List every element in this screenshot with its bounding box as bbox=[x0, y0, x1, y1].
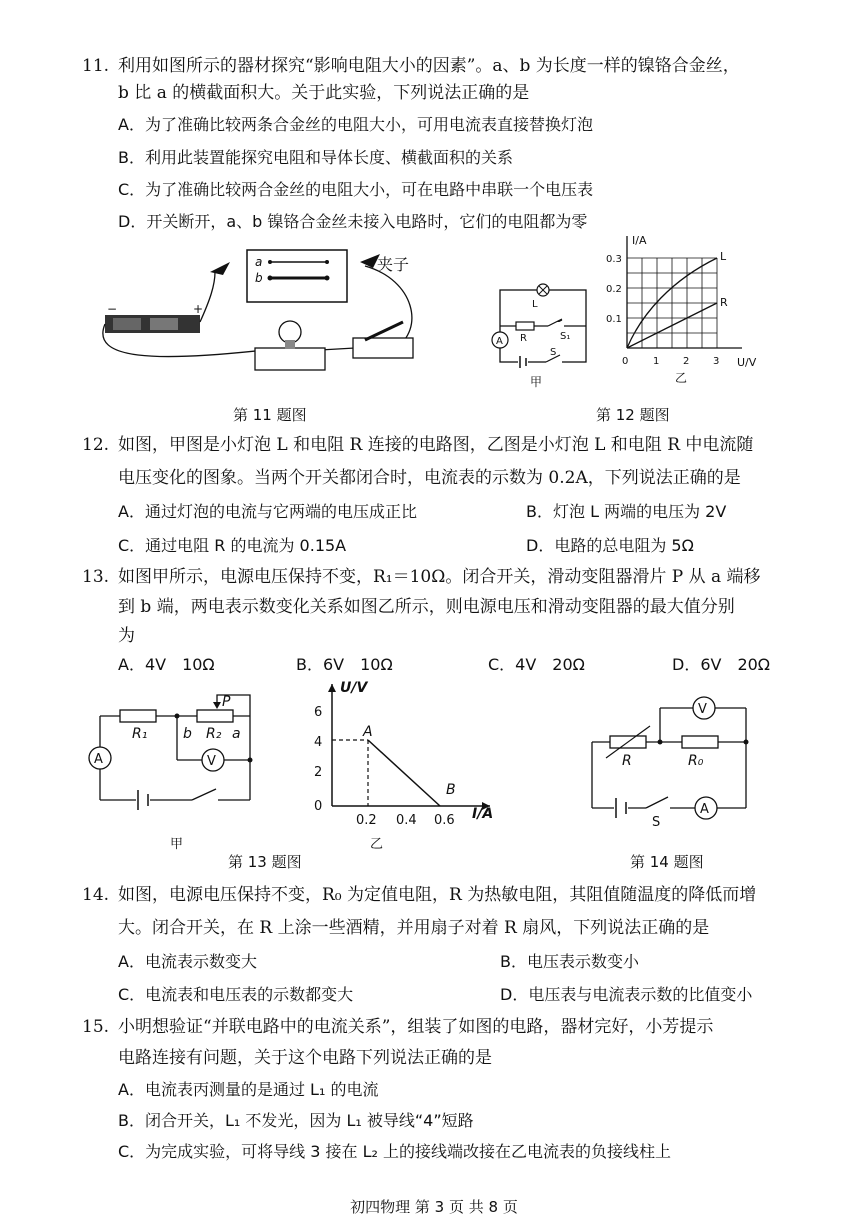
svg-text:乙: 乙 bbox=[675, 371, 688, 385]
q12-figure-circuit bbox=[488, 278, 598, 388]
svg-text:I/A: I/A bbox=[632, 234, 647, 247]
q12-resistor-R bbox=[516, 322, 534, 330]
svg-text:2: 2 bbox=[683, 356, 690, 367]
svg-text:R: R bbox=[720, 296, 728, 309]
q15-option-a: A．电流表丙测量的是通过 L₁ 的电流 bbox=[118, 1080, 379, 1099]
q13-option-d: D．6V 20Ω bbox=[672, 655, 771, 674]
svg-text:乙: 乙 bbox=[370, 837, 384, 852]
q12-stem-line1: 如图，甲图是小灯泡 L 和电阻 R 连接的电路图，乙图是小灯泡 L 和电阻 R 中电流随 bbox=[118, 435, 754, 455]
svg-text:P: P bbox=[222, 694, 231, 710]
q12-option-d: D．电路的总电阻为 5Ω bbox=[526, 536, 694, 555]
q14-caption: 第 14 题图 bbox=[630, 853, 704, 871]
q15-stem-line1: 小明想验证“并联电路中的电流关系”，组装了如图的电路，器材完好，小芳提示 bbox=[118, 1017, 714, 1037]
q11-stem-line2: b 比 a 的横截面积大。关于此实验，下列说法正确的是 bbox=[118, 83, 530, 103]
q11-bulb-base bbox=[255, 348, 325, 370]
q11-label-b: b bbox=[255, 271, 263, 285]
q15-stem-line2: 电路连接有问题，关于这个电路下列说法正确的是 bbox=[118, 1048, 492, 1068]
svg-text:a: a bbox=[232, 726, 241, 742]
svg-text:+: + bbox=[193, 302, 204, 316]
svg-text:2: 2 bbox=[314, 765, 323, 780]
svg-text:b: b bbox=[183, 726, 192, 742]
svg-text:6: 6 bbox=[314, 705, 323, 720]
q14-resistor-R0 bbox=[682, 736, 718, 748]
svg-text:A: A bbox=[363, 724, 373, 740]
q14-stem-line2: 大。闭合开关，在 R 上涂一些酒精，并用扇子对着 R 扇风，下列说法正确的是 bbox=[118, 918, 710, 938]
q11-option-d: D．开关断开，a、b 镍铬合金丝未接入电路时，它们的电阻都为零 bbox=[118, 212, 588, 231]
svg-text:甲: 甲 bbox=[170, 837, 184, 852]
q13-graph-line bbox=[368, 740, 440, 806]
q12-number: 12. bbox=[82, 435, 110, 455]
svg-text:U/V: U/V bbox=[737, 356, 757, 369]
svg-text:0: 0 bbox=[314, 799, 323, 814]
svg-text:A: A bbox=[700, 802, 709, 817]
q11-option-b: B．利用此装置能探究电阻和导体长度、横截面积的关系 bbox=[118, 148, 513, 167]
q12-option-a: A．通过灯泡的电流与它两端的电压成正比 bbox=[118, 502, 417, 521]
svg-text:I/A: I/A bbox=[472, 806, 494, 822]
q13-number: 13. bbox=[82, 567, 110, 587]
q13-option-b: B．6V 10Ω bbox=[296, 655, 393, 674]
svg-text:R₁: R₁ bbox=[132, 726, 148, 742]
svg-text:0.4: 0.4 bbox=[396, 813, 417, 828]
svg-text:V: V bbox=[698, 702, 707, 717]
q11-number: 11. bbox=[82, 56, 110, 76]
svg-text:0.1: 0.1 bbox=[606, 314, 622, 325]
q11-caption: 第 11 题图 bbox=[233, 406, 307, 424]
q13-rheostat-R2 bbox=[197, 710, 233, 722]
svg-text:R: R bbox=[622, 753, 632, 769]
svg-text:L: L bbox=[532, 299, 538, 310]
svg-text:U/V: U/V bbox=[340, 680, 368, 696]
q15-number: 15. bbox=[82, 1017, 110, 1037]
q13-stem-line3: 为 bbox=[118, 626, 135, 646]
q13-option-a: A．4V 10Ω bbox=[118, 655, 215, 674]
svg-text:0.6: 0.6 bbox=[434, 813, 455, 828]
svg-text:−: − bbox=[107, 302, 118, 316]
q13-stem-line1: 如图甲所示，电源电压保持不变，R₁＝10Ω。闭合开关，滑动变阻器滑片 P 从 a 端移 bbox=[118, 567, 761, 587]
q12-option-b: B．灯泡 L 两端的电压为 2V bbox=[526, 502, 727, 521]
q14-stem-line1: 如图，电源电压保持不变，R₀ 为定值电阻，R 为热敏电阻，其阻值随温度的降低而增 bbox=[118, 885, 757, 905]
svg-text:4: 4 bbox=[314, 735, 323, 750]
svg-text:S: S bbox=[550, 347, 557, 358]
svg-text:甲: 甲 bbox=[530, 375, 543, 389]
q11-option-a: A．为了准确比较两条合金丝的电阻大小，可用电流表直接替换灯泡 bbox=[118, 115, 593, 134]
q12-caption: 第 12 题图 bbox=[596, 406, 670, 424]
svg-text:0.2: 0.2 bbox=[356, 813, 377, 828]
q11-bulb bbox=[279, 321, 301, 343]
svg-text:S: S bbox=[652, 815, 661, 830]
svg-text:L: L bbox=[720, 250, 727, 263]
q13-figure-graph bbox=[300, 676, 520, 856]
svg-text:1: 1 bbox=[653, 356, 660, 367]
q11-switch bbox=[353, 338, 413, 358]
q15-option-b: B．闭合开关，L₁ 不发光，因为 L₁ 被导线“4”短路 bbox=[118, 1111, 474, 1130]
q13-option-c: C．4V 20Ω bbox=[488, 655, 585, 674]
q13-figure-circuit bbox=[82, 690, 272, 855]
q14-option-c: C．电流表和电压表的示数都变大 bbox=[118, 985, 354, 1004]
q13-stem-line2: 到 b 端，两电表示数变化关系如图乙所示，则电源电压和滑动变阻器的最大值分别 bbox=[118, 597, 735, 617]
svg-text:0.2: 0.2 bbox=[606, 284, 622, 295]
q14-option-d: D．电压表与电流表示数的比值变小 bbox=[500, 985, 753, 1004]
page-footer: 初四物理 第 3 页 共 8 页 bbox=[350, 1198, 518, 1216]
q14-option-b: B．电压表示数变小 bbox=[500, 952, 639, 971]
q11-label-a: a bbox=[255, 255, 263, 269]
q13-resistor-R1 bbox=[120, 710, 156, 722]
q14-figure-circuit bbox=[586, 690, 766, 835]
svg-text:R₀: R₀ bbox=[688, 753, 704, 769]
svg-text:0: 0 bbox=[622, 356, 629, 367]
q14-option-a: A．电流表示数变大 bbox=[118, 952, 257, 971]
svg-text:R: R bbox=[520, 333, 527, 344]
q12-figure-graph bbox=[602, 228, 772, 388]
svg-text:0.3: 0.3 bbox=[606, 254, 622, 265]
q11-stem-line1: 利用如图所示的器材探究“影响电阻大小的因素”。a、b 为长度一样的镍铬合金丝， bbox=[118, 56, 740, 76]
q11-clip-left bbox=[210, 262, 230, 275]
svg-text:S₁: S₁ bbox=[560, 331, 571, 342]
svg-text:3: 3 bbox=[713, 356, 720, 367]
q11-figure-apparatus bbox=[95, 240, 455, 380]
q13-caption: 第 13 题图 bbox=[228, 853, 302, 871]
svg-text:V: V bbox=[207, 754, 216, 769]
svg-text:B: B bbox=[446, 782, 456, 798]
q12-stem-line2: 电压变化的图象。当两个开关都闭合时，电流表的示数为 0.2A，下列说法正确的是 bbox=[118, 468, 741, 488]
svg-text:A: A bbox=[94, 752, 103, 767]
svg-text:A: A bbox=[496, 336, 503, 347]
svg-text:R₂: R₂ bbox=[206, 726, 222, 742]
svg-text:夹子: 夹子 bbox=[377, 255, 410, 274]
q11-option-c: C．为了准确比较两合金丝的电阻大小，可在电路中串联一个电压表 bbox=[118, 180, 594, 199]
q14-number: 14. bbox=[82, 885, 110, 905]
q12-option-c: C．通过电阻 R 的电流为 0.15A bbox=[118, 536, 347, 555]
q15-option-c: C．为完成实验，可将导线 3 接在 L₂ 上的接线端改接在乙电流表的负接线柱上 bbox=[118, 1142, 672, 1161]
